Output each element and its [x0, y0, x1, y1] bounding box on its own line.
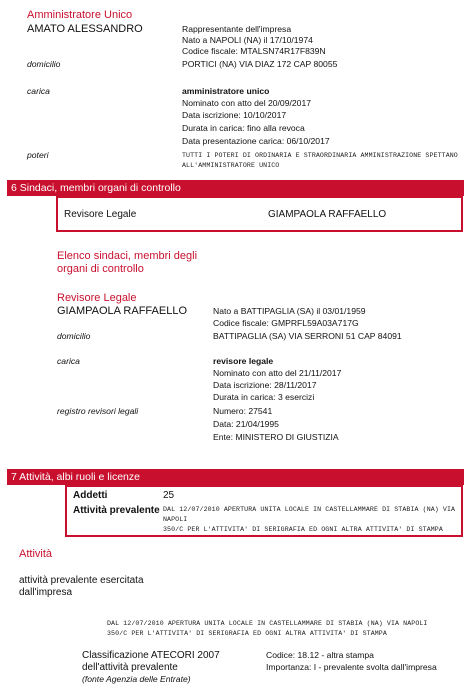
- section-6-title: 6 Sindaci, membri organi di controllo: [11, 182, 181, 194]
- ateco-codice: Codice: 18.12 - altra stampa: [266, 650, 374, 660]
- admin-presentation: Data presentazione carica: 06/10/2017: [182, 136, 330, 146]
- admin-domicilio-value: PORTICI (NA) VIA DIAZ 172 CAP 80055: [182, 59, 338, 69]
- admin-name: AMATO ALESSANDRO: [27, 23, 143, 35]
- revisore-duration: Durata in carica: 3 esercizi: [213, 392, 315, 402]
- registro-data: Data: 21/04/1995: [213, 419, 279, 429]
- admin-poteri-label: poteri: [27, 150, 49, 160]
- registro-label: registro revisori legali: [57, 406, 139, 416]
- admin-poteri-line1: TUTTI I POTERI DI ORDINARIA E STRAORDINARIA AMMINISTRAZIONE SPETTANO: [182, 152, 458, 159]
- revisore-carica-value: revisore legale: [213, 356, 274, 366]
- attivita-label-2: dall'impresa: [19, 587, 73, 598]
- attivita-desc-line2: 350/C PER L'ATTIVITA' DI SERIGRAFIA ED OGNI ALTRA ATTIVITA' DI STAMPA: [107, 630, 387, 637]
- admin-appointed: Nominato con atto del 20/09/2017: [182, 98, 311, 108]
- admin-heading: Amministratore Unico: [27, 9, 133, 21]
- admin-tax-code: Codice fiscale: MTALSN74R17F839N: [182, 46, 326, 56]
- prevalente-line3: 350/C PER L'ATTIVITA' DI SERIGRAFIA ED OGNI ALTRA ATTIVITA' DI STAMPA: [163, 526, 443, 533]
- prevalente-line1: DAL 12/07/2010 APERTURA UNITA LOCALE IN CASTELLAMMARE DI STABIA (NA) VIA: [163, 506, 456, 513]
- ateco-source: (fonte Agenzia delle Entrate): [82, 674, 191, 684]
- attivita-summary-box: [65, 485, 463, 537]
- revisore-subheading: Revisore Legale: [57, 292, 137, 304]
- list-title-2: organi di controllo: [57, 263, 144, 275]
- revisore-box-value: GIAMPAOLA RAFFAELLO: [268, 209, 387, 220]
- attivita-label-1: attività prevalente esercitata: [19, 575, 144, 586]
- revisore-appointed: Nominato con atto del 21/11/2017: [213, 368, 342, 378]
- list-title-1: Elenco sindaci, membri degli: [57, 250, 198, 262]
- revisore-carica-label: carica: [57, 356, 80, 366]
- attivita-desc-line1: DAL 12/07/2010 APERTURA UNITA LOCALE IN CASTELLAMMARE DI STABIA (NA) VIA NAPOLI: [107, 620, 428, 627]
- revisore-domicilio-label: domicilio: [57, 331, 91, 341]
- revisore-summary-box: [56, 196, 463, 232]
- prevalente-line2: NAPOLI: [163, 516, 188, 523]
- revisore-domicilio-value: BATTIPAGLIA (SA) VIA SERRONI 51 CAP 84091: [213, 331, 402, 341]
- ateco-title-1: Classificazione ATECORI 2007: [82, 650, 220, 661]
- section-7-band: [7, 469, 464, 485]
- admin-role: Rappresentante dell'impresa: [182, 24, 292, 34]
- admin-registered: Data iscrizione: 10/10/2017: [182, 110, 287, 120]
- admin-birth: Nato a NAPOLI (NA) il 17/10/1974: [182, 35, 313, 45]
- section-6-band: [7, 180, 464, 196]
- registro-numero: Numero: 27541: [213, 406, 273, 416]
- revisore-birth: Nato a BATTIPAGLIA (SA) il 03/01/1959: [213, 306, 366, 316]
- revisore-registered: Data iscrizione: 28/11/2017: [213, 380, 317, 390]
- ateco-importanza: Importanza: I - prevalente svolta dall'impresa: [266, 662, 437, 672]
- attivita-heading: Attività: [19, 548, 53, 560]
- section-7-title: 7 Attività, albi ruoli e licenze: [11, 471, 140, 483]
- revisore-tax-code: Codice fiscale: GMPRFL59A03A717G: [213, 318, 359, 328]
- ateco-title-2: dell'attività prevalente: [82, 662, 178, 673]
- prevalente-label: Attività prevalente: [73, 505, 160, 516]
- addetti-label: Addetti: [73, 490, 108, 501]
- admin-carica-value: amministratore unico: [182, 86, 270, 96]
- admin-domicilio-label: domicilio: [27, 59, 61, 69]
- admin-poteri-line2: ALL'AMMINISTRATORE UNICO: [182, 162, 280, 169]
- admin-carica-label: carica: [27, 86, 50, 96]
- registro-ente: Ente: MINISTERO DI GIUSTIZIA: [213, 432, 339, 442]
- revisore-name: GIAMPAOLA RAFFAELLO: [57, 305, 188, 317]
- revisore-box-label: Revisore Legale: [64, 209, 137, 220]
- admin-duration: Durata in carica: fino alla revoca: [182, 123, 305, 133]
- addetti-value: 25: [163, 490, 175, 501]
